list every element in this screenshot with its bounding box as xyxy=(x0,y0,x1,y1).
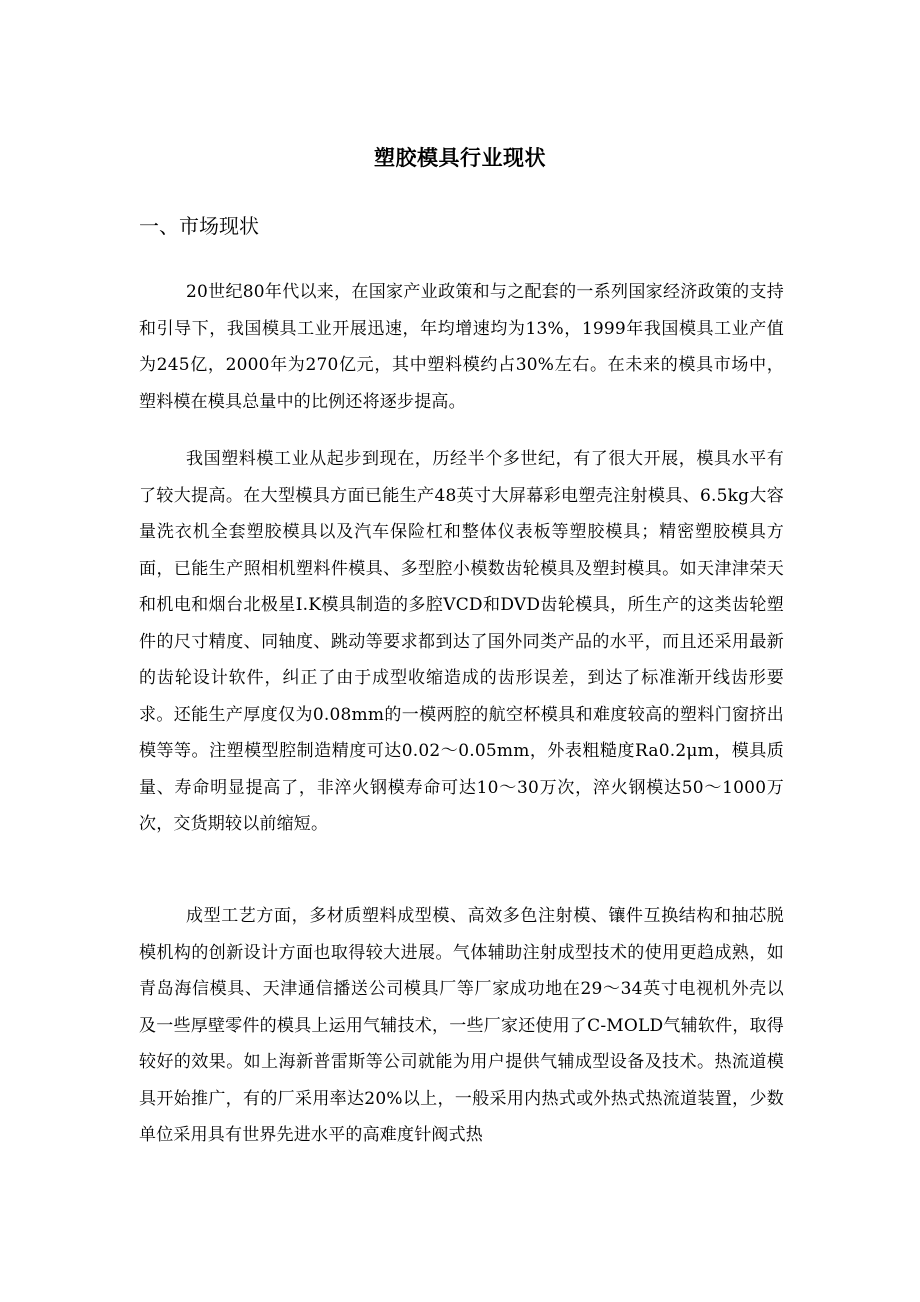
paragraph xyxy=(139,274,784,420)
paragraph xyxy=(139,898,784,1154)
paragraph-text: 成型工艺方面，多材质塑料成型模、高效多色注射模、镶件互换结构和抽芯脱模机构的创新设计方面也取得较大进展。气体辅助注射成型技术的使用更趋成熟，如青岛海信模具、天津通信播送公司模具厂等厂家成功地在29～34英寸电视机外壳以及一些厚壁零件的模具上运用气辅技术，一些厂家还使用了C-MOLD气辅软件，取得较好的效果。如上海新普雷斯等公司就能为用户提供气辅成型设备及技术。热流道模具开始推广，有的厂采用率达20%以上，一般采用内热式或外热式热流道装置，少数单位采用具有世界先进水平的高难度针阀式热 xyxy=(139,906,785,1145)
paragraph-text: 20世纪80年代以来，在国家产业政策和与之配套的一系列国家经济政策的支持和引导下，我国模具工业开展迅速，年均增速均为13%，1999年我国模具工业产值为245亿，2000年为270亿元，其中塑料模约占30%左右。在未来的模具市场中，塑料模在模具总量中的比例还将逐步提高。 xyxy=(139,282,784,412)
section-heading: 一、市场现状 xyxy=(139,214,259,238)
paragraph-text: 我国塑料模工业从起步到现在，历经半个多世纪，有了很大开展，模具水平有了较大提高。在大型模具方面已能生产48英寸大屏幕彩电塑壳注射模具、6.5kg大容量洗衣机全套塑胶模具以及汽车保险杠和整体仪表板等塑胶模具；精密塑胶模具方面，已能生产照相机塑料件模具、多型腔小模数齿轮模具及塑封模具。如天津津荣天和机电和烟台北极星I.K模具制造的多腔VCD和DVD齿轮模具，所生产的这类齿轮塑件的尺寸精度、同轴度、跳动等要求都到达了国外同类产品的水平，而且还采用最新的齿轮设计软件，纠正了由于成型收缩造成的齿形误差，到达了标准渐开线齿形要求。还能生产厚度仅为0.08mm的一模两腔的航空杯模具和难度较高的塑料门窗挤出模等等。注塑模型腔制造精度可达0.02～0.05mm，外表粗糙度Ra0.2μm，模具质量、寿命明显提高了，非淬火钢模寿命可达10～30万次，淬火钢模达50～1000万次，交货期较以前缩短。 xyxy=(139,449,784,834)
paragraph xyxy=(139,441,784,843)
document-title: 塑胶模具行业现状 xyxy=(374,145,546,170)
